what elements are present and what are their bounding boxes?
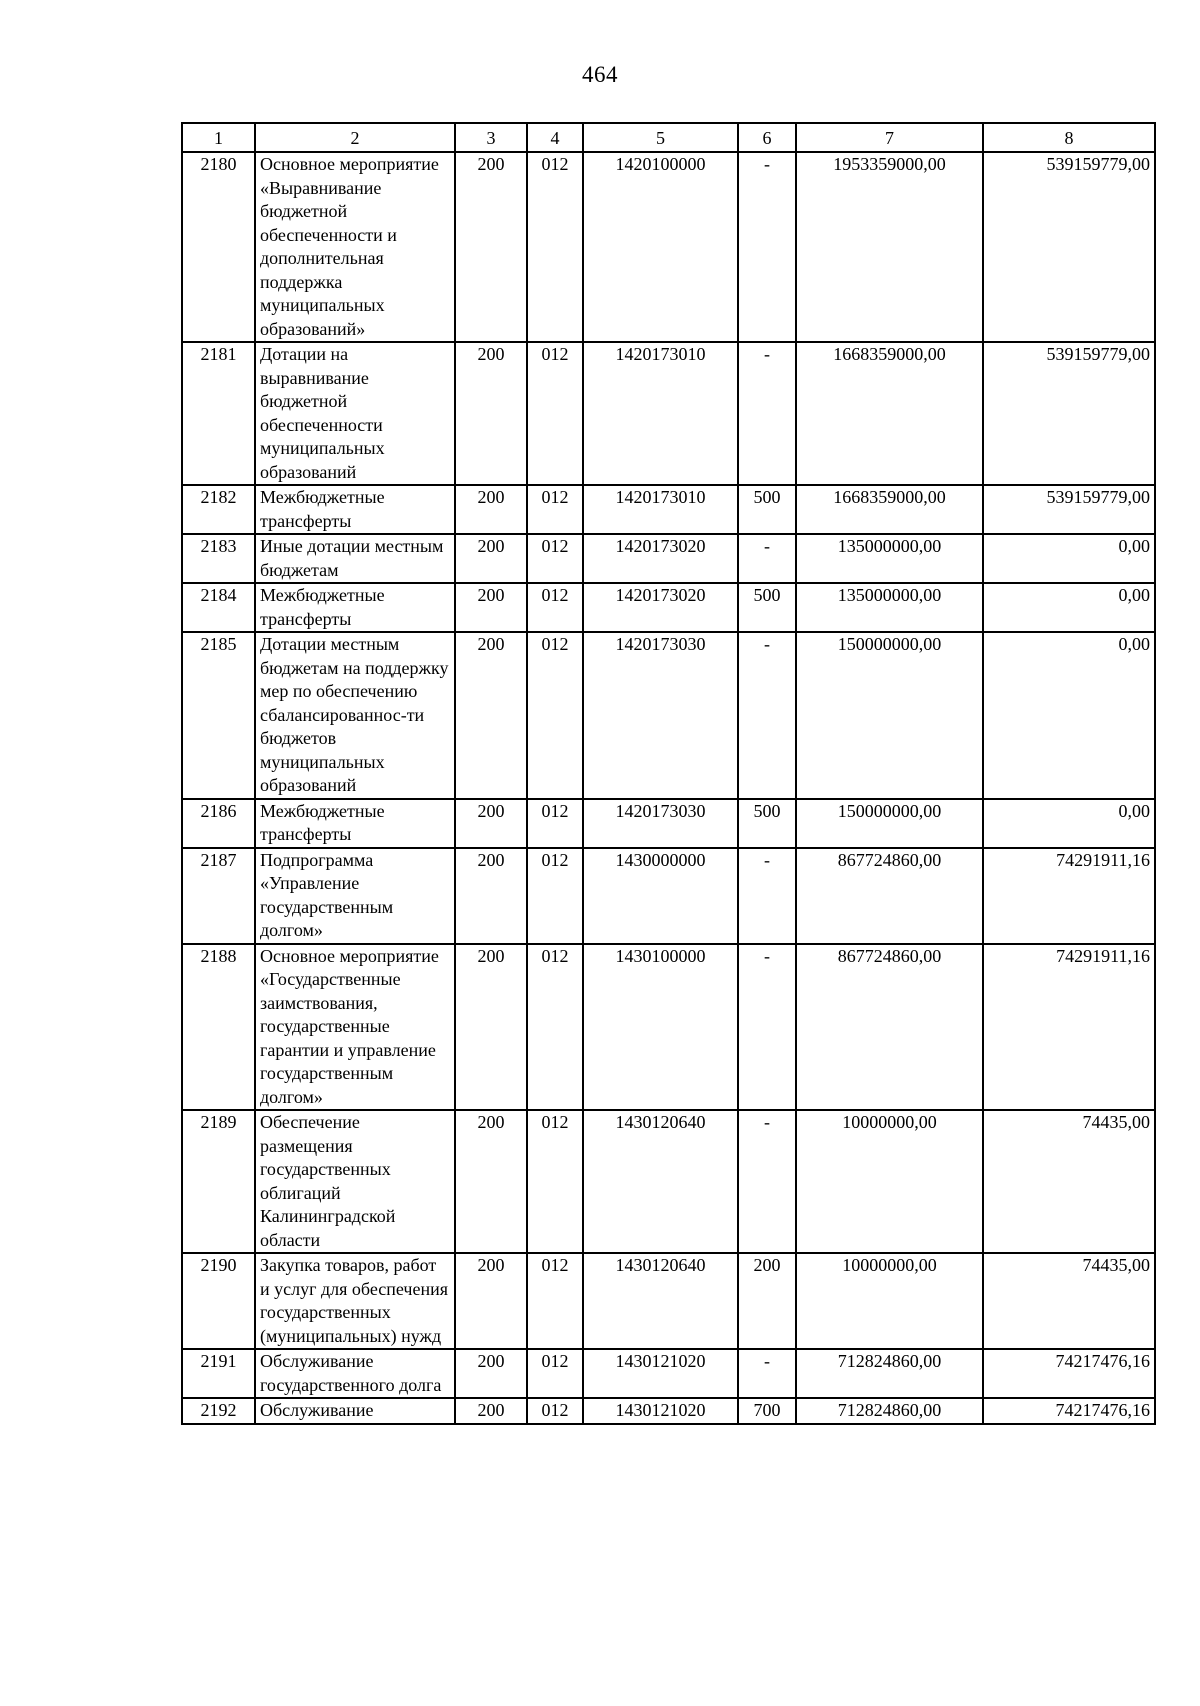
table-row	[182, 152, 1155, 342]
target-article-cell: 1430121020	[583, 1349, 738, 1398]
planned-amount-cell: 150000000,00	[796, 632, 983, 799]
target-article-cell: 1430121020	[583, 1398, 738, 1424]
item-name-cell: Обеспечение размещения государственных облигаций Калининградской области	[255, 1110, 455, 1253]
section-code-cell: 012	[527, 944, 583, 1111]
executed-amount-cell: 74217476,16	[983, 1349, 1155, 1398]
page-number: 464	[582, 62, 618, 87]
planned-amount-cell: 867724860,00	[796, 944, 983, 1111]
target-article-cell: 1430120640	[583, 1253, 738, 1349]
executed-amount-cell: 0,00	[983, 799, 1155, 848]
table-row	[182, 534, 1155, 583]
section-code-cell: 012	[527, 534, 583, 583]
executed-amount-cell: 539159779,00	[983, 152, 1155, 342]
expense-type-cell: -	[738, 848, 796, 944]
expense-type-cell: -	[738, 632, 796, 799]
ministry-code-cell: 200	[455, 583, 527, 632]
executed-amount-cell: 74291911,16	[983, 848, 1155, 944]
ministry-code-cell: 200	[455, 1253, 527, 1349]
column-header-7: 7	[796, 123, 983, 152]
planned-amount-cell: 135000000,00	[796, 534, 983, 583]
section-code-cell: 012	[527, 799, 583, 848]
section-code-cell: 012	[527, 152, 583, 342]
table-row	[182, 485, 1155, 534]
target-article-cell: 1430000000	[583, 848, 738, 944]
ministry-code-cell: 200	[455, 152, 527, 342]
table-row	[182, 583, 1155, 632]
table-row	[182, 799, 1155, 848]
item-name-cell: Обслуживание	[255, 1398, 455, 1424]
expense-type-cell: 200	[738, 1253, 796, 1349]
expense-type-cell: -	[738, 1349, 796, 1398]
ministry-code-cell: 200	[455, 342, 527, 485]
executed-amount-cell: 74435,00	[983, 1253, 1155, 1349]
expense-type-cell: -	[738, 534, 796, 583]
table-row	[182, 1398, 1155, 1424]
executed-amount-cell: 74435,00	[983, 1110, 1155, 1253]
target-article-cell: 1420173030	[583, 632, 738, 799]
row-number-cell: 2184	[182, 583, 255, 632]
target-article-cell: 1420173030	[583, 799, 738, 848]
column-header-4: 4	[527, 123, 583, 152]
planned-amount-cell: 712824860,00	[796, 1349, 983, 1398]
ministry-code-cell: 200	[455, 1110, 527, 1253]
row-number-cell: 2180	[182, 152, 255, 342]
item-name-cell: Межбюджетные трансферты	[255, 799, 455, 848]
target-article-cell: 1420100000	[583, 152, 738, 342]
row-number-cell: 2182	[182, 485, 255, 534]
expense-type-cell: -	[738, 342, 796, 485]
expense-type-cell: 700	[738, 1398, 796, 1424]
column-header-1: 1	[182, 123, 255, 152]
expense-type-cell: 500	[738, 485, 796, 534]
item-name-cell: Межбюджетные трансферты	[255, 583, 455, 632]
row-number-cell: 2183	[182, 534, 255, 583]
ministry-code-cell: 200	[455, 1398, 527, 1424]
executed-amount-cell: 0,00	[983, 534, 1155, 583]
section-code-cell: 012	[527, 583, 583, 632]
section-code-cell: 012	[527, 1349, 583, 1398]
row-number-cell: 2189	[182, 1110, 255, 1253]
executed-amount-cell: 0,00	[983, 583, 1155, 632]
item-name-cell: Обслуживание государственного долга	[255, 1349, 455, 1398]
row-number-cell: 2187	[182, 848, 255, 944]
item-name-cell: Межбюджетные трансферты	[255, 485, 455, 534]
planned-amount-cell: 712824860,00	[796, 1398, 983, 1424]
section-code-cell: 012	[527, 485, 583, 534]
item-name-cell: Дотации местным бюджетам на поддержку мер по обеспечению сбалансированнос-ти бюджетов муниципальных образований	[255, 632, 455, 799]
row-number-cell: 2188	[182, 944, 255, 1111]
ministry-code-cell: 200	[455, 485, 527, 534]
planned-amount-cell: 867724860,00	[796, 848, 983, 944]
table-row	[182, 342, 1155, 485]
ministry-code-cell: 200	[455, 534, 527, 583]
row-number-cell: 2181	[182, 342, 255, 485]
ministry-code-cell: 200	[455, 848, 527, 944]
column-header-3: 3	[455, 123, 527, 152]
section-code-cell: 012	[527, 1398, 583, 1424]
ministry-code-cell: 200	[455, 632, 527, 799]
target-article-cell: 1430100000	[583, 944, 738, 1111]
executed-amount-cell: 539159779,00	[983, 342, 1155, 485]
row-number-cell: 2185	[182, 632, 255, 799]
item-name-cell: Иные дотации местным бюджетам	[255, 534, 455, 583]
table-row	[182, 632, 1155, 799]
section-code-cell: 012	[527, 342, 583, 485]
section-code-cell: 012	[527, 1253, 583, 1349]
expense-type-cell: 500	[738, 799, 796, 848]
column-header-2: 2	[255, 123, 455, 152]
target-article-cell: 1420173010	[583, 485, 738, 534]
table-row	[182, 944, 1155, 1111]
ministry-code-cell: 200	[455, 799, 527, 848]
budget-table	[181, 122, 1156, 1425]
row-number-cell: 2190	[182, 1253, 255, 1349]
row-number-cell: 2186	[182, 799, 255, 848]
expense-type-cell: 500	[738, 583, 796, 632]
item-name-cell: Основное мероприятие «Государственные заимствования, государственные гарантии и управление государственным долгом»	[255, 944, 455, 1111]
planned-amount-cell: 10000000,00	[796, 1110, 983, 1253]
item-name-cell: Дотации на выравнивание бюджетной обеспеченности муниципальных образований	[255, 342, 455, 485]
column-header-5: 5	[583, 123, 738, 152]
expense-type-cell: -	[738, 1110, 796, 1253]
executed-amount-cell: 74217476,16	[983, 1398, 1155, 1424]
planned-amount-cell: 10000000,00	[796, 1253, 983, 1349]
planned-amount-cell: 1953359000,00	[796, 152, 983, 342]
row-number-cell: 2191	[182, 1349, 255, 1398]
section-code-cell: 012	[527, 848, 583, 944]
item-name-cell: Закупка товаров, работ и услуг для обеспечения государственных (муниципальных) нужд	[255, 1253, 455, 1349]
table-row	[182, 848, 1155, 944]
executed-amount-cell: 539159779,00	[983, 485, 1155, 534]
ministry-code-cell: 200	[455, 944, 527, 1111]
row-number-cell: 2192	[182, 1398, 255, 1424]
planned-amount-cell: 1668359000,00	[796, 342, 983, 485]
item-name-cell: Подпрограмма «Управление государственным долгом»	[255, 848, 455, 944]
planned-amount-cell: 150000000,00	[796, 799, 983, 848]
table-row	[182, 1110, 1155, 1253]
target-article-cell: 1430120640	[583, 1110, 738, 1253]
table-row	[182, 1349, 1155, 1398]
executed-amount-cell: 74291911,16	[983, 944, 1155, 1111]
section-code-cell: 012	[527, 1110, 583, 1253]
header-row	[182, 123, 1155, 152]
table-body	[182, 152, 1155, 1424]
ministry-code-cell: 200	[455, 1349, 527, 1398]
table-row	[182, 1253, 1155, 1349]
item-name-cell: Основное мероприятие «Выравнивание бюджетной обеспеченности и дополнительная поддержка муниципальных образований»	[255, 152, 455, 342]
expense-type-cell: -	[738, 944, 796, 1111]
column-header-6: 6	[738, 123, 796, 152]
target-article-cell: 1420173010	[583, 342, 738, 485]
target-article-cell: 1420173020	[583, 534, 738, 583]
planned-amount-cell: 135000000,00	[796, 583, 983, 632]
expense-type-cell: -	[738, 152, 796, 342]
section-code-cell: 012	[527, 632, 583, 799]
planned-amount-cell: 1668359000,00	[796, 485, 983, 534]
column-header-8: 8	[983, 123, 1155, 152]
target-article-cell: 1420173020	[583, 583, 738, 632]
executed-amount-cell: 0,00	[983, 632, 1155, 799]
